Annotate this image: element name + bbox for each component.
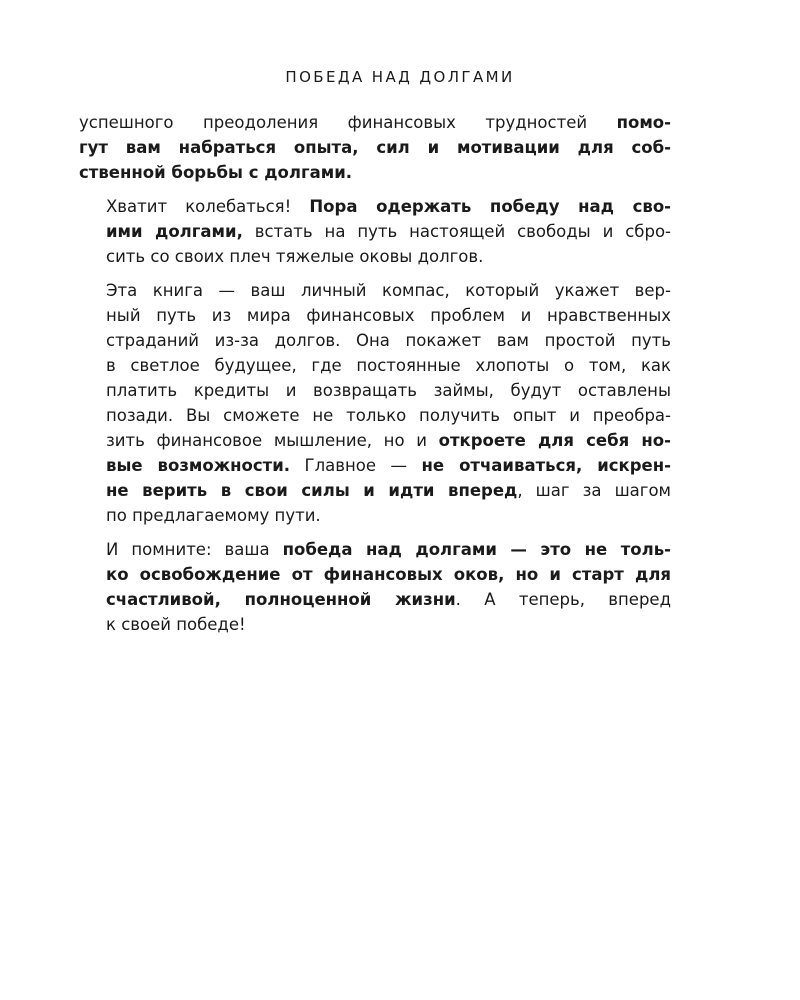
text-line	[79, 378, 671, 403]
text-run: позади. Вы сможете не только получить опыт и преобра-	[106, 406, 671, 425]
text-run: Эта книга — ваш личный компас, который укажет вер-	[106, 281, 671, 300]
text-line	[79, 278, 671, 303]
bold-run: не отчаиваться, искрен-	[421, 456, 671, 475]
text-line	[79, 328, 671, 353]
text-line	[79, 503, 671, 528]
text-run: встать на путь настоящей свободы и сбро-	[242, 222, 671, 241]
text-line	[79, 537, 671, 562]
text-line	[79, 612, 671, 637]
text-run: страданий из-за долгов. Она покажет вам простой путь	[106, 331, 671, 350]
bold-run: не верить в свои силы и идти вперед	[106, 481, 518, 500]
text-run: Главное —	[290, 456, 422, 475]
bold-run: гут вам набраться опыта, сил и мотивации для соб-	[79, 138, 671, 157]
text-run: . А теперь, вперед	[455, 590, 671, 609]
bold-run: ко освобождение от финансовых оков, но и старт для	[106, 565, 671, 584]
text-run: успешного преодоления финансовых трудностей	[79, 113, 617, 132]
text-run: по предлагаемому пути.	[106, 506, 321, 525]
text-line	[79, 110, 671, 135]
bold-run: победа над долгами — это не толь-	[282, 540, 671, 559]
running-head: ПОБЕДА НАД ДОЛГАМИ	[285, 68, 515, 86]
text-line	[79, 219, 671, 244]
text-run: платить кредиты и возвращать займы, будут оставлены	[106, 381, 671, 400]
bold-run: счастливой, полноценной жизни	[106, 590, 456, 609]
text-line	[79, 453, 671, 478]
text-line	[79, 428, 671, 453]
text-line	[79, 353, 671, 378]
text-run: Хватит колебаться!	[106, 197, 310, 216]
paragraph	[79, 194, 671, 269]
body-text	[79, 110, 671, 646]
bold-run: откроете для себя но-	[438, 431, 671, 450]
text-line	[79, 160, 671, 185]
text-line	[79, 478, 671, 503]
bold-run: ими долгами,	[106, 222, 243, 241]
bold-run: помо-	[616, 113, 671, 132]
text-run: к своей победе!	[106, 615, 246, 634]
paragraph	[79, 537, 671, 637]
text-line	[79, 403, 671, 428]
text-run: в светлое будущее, где постоянные хлопоты о том, как	[106, 356, 671, 375]
text-line	[79, 587, 671, 612]
text-line	[79, 135, 671, 160]
text-line	[79, 562, 671, 587]
bold-run: Пора одержать победу над сво-	[309, 197, 671, 216]
bold-run: вые возможности.	[106, 456, 291, 475]
text-line	[79, 303, 671, 328]
bold-run: ственной борьбы с долгами.	[79, 163, 353, 182]
text-line	[79, 194, 671, 219]
text-run: зить финансовое мышление, но и	[106, 431, 439, 450]
paragraph	[79, 278, 671, 528]
paragraph	[79, 110, 671, 185]
text-run: ный путь из мира финансовых проблем и нравственных	[106, 306, 671, 325]
text-run: сить со своих плеч тяжелые оковы долгов.	[106, 247, 484, 266]
text-line	[79, 244, 671, 269]
text-run: И помните: ваша	[106, 540, 283, 559]
text-run: , шаг за шагом	[517, 481, 671, 500]
